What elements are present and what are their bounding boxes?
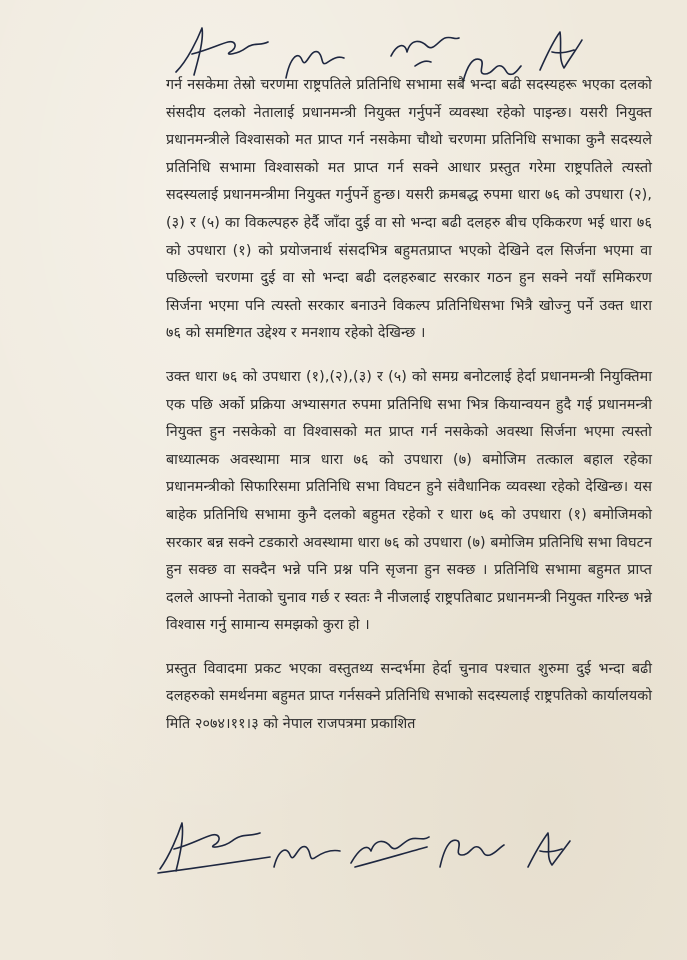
paragraph-3: प्रस्तुत विवादमा प्रकट भएका वस्तुतथ्य सन्दर्भमा हेर्दा चुनाव पश्चात शुरुमा दुई भन्दा बढी दलहरुको समर्थनमा बहुमत प्राप्त गर्नसक्ने प्रतिनिधि सभाको सदस्यलाई राष्ट्रपतिको कार्यालयको मिति २०७४।११।३ को नेपाल राजपत्रमा प्रकाशित xyxy=(166,660,652,733)
paragraph-1: गर्न नसकेमा तेस्रो चरणमा राष्ट्रपतिले प्रतिनिधि सभामा सबै भन्दा बढी सदस्यहरू भएका दलको संसदीय दलको नेतालाई प्रधानमन्त्री नियुक्त गर्नुपर्ने व्यवस्था रहेको पाइन्छ। यसरी नियुक्त प्रधानमन्त्रीले विश्वासको मत प्राप्त गर्न नसकेमा चौथो चरणमा प्रतिनिधि सभाका कुनै सदस्यले प्रतिनिधि सभामा विश्वासको मत प्राप्त गर्न सक्ने आधार प्रस्तुत गरेमा राष्ट्रपतिले त्यस्तो सदस्यलाई प्रधानमन्त्रीमा नियुक्त गर्नुपर्ने हुन्छ। यसरी क्रमबद्ध रुपमा धारा ७६ को उपधारा (२),(३) र (५) का विकल्पहरु हेर्दै जाँदा दुई वा सो भन्दा बढी दलहरु बीच एकिकरण भई धारा ७६ को उपधारा (१) को प्रयोजनार्थ संसदभित्र बहुमतप्राप्त भएको देखिने दल सिर्जना भएमा वा पछिल्लो चरणमा दुई वा सो भन्दा बढी दलहरुबाट सरकार गठन हुन सक्ने नयाँ समिकरण सिर्जना भएमा पनि त्यस्तो सरकार बनाउने विकल्प प्रतिनिधिसभा भित्रै खोज्नु पर्ने उक्त धारा ७६ को समष्टिगत उद्देश्य र मनशाय रहेको देखिन्छ । xyxy=(166,77,652,342)
signature-5-bottom xyxy=(518,823,578,878)
bottom-signature-row xyxy=(0,795,687,875)
signature-2-bottom xyxy=(268,833,348,878)
document-body xyxy=(166,72,652,739)
signature-3-bottom xyxy=(345,823,435,873)
signature-4-bottom xyxy=(432,825,512,875)
signature-1-bottom xyxy=(150,813,280,883)
paragraph-2: उक्त धारा ७६ को उपधारा (१),(२),(३) र (५) को समग्र बनोटलाई हेर्दा प्रधानमन्त्री नियुक्तिमा एक पछि अर्को प्रक्रिया अभ्यासगत रुपमा प्रतिनिधि सभा भित्र कियान्वयन हुदै गई प्रधानमन्त्री नियुक्त हुन नसकेको वा विश्वासको मत प्राप्त गर्न नसकेको अवस्था सिर्जना भएमा त्यस्तो बाध्यात्मक अवस्थामा मात्र धारा ७६ को उपधारा (७) बमोजिम तत्काल बहाल रहेका प्रधानमन्त्रीको सिफारिसमा प्रतिनिधि सभा विघटन हुने संवैधानिक व्यवस्था रहेको देखिन्छ। यस बाहेक प्रतिनिधि सभामा कुनै दलको बहुमत रहेको र धारा ७६ को उपधारा (१) बमोजिमको सरकार बन्न सक्ने टडकारो अवस्थामा धारा ७६ को उपधारा (७) बमोजिम प्रतिनिधि सभा विघटन हुन सक्छ वा सक्दैन भन्ने पनि प्रश्न पनि सृजना हुन सक्छ । प्रतिनिधि सभामा बहुमत प्राप्त दलले आफ्नो नेताको चुनाव गर्छ र स्वतः नै नीजलाई राष्ट्रपतिबाट प्रधानमन्त्री नियुक्त गरिन्छ भन्ने विश्वास गर्नु सामान्य समझको कुरा हो । xyxy=(166,368,652,634)
